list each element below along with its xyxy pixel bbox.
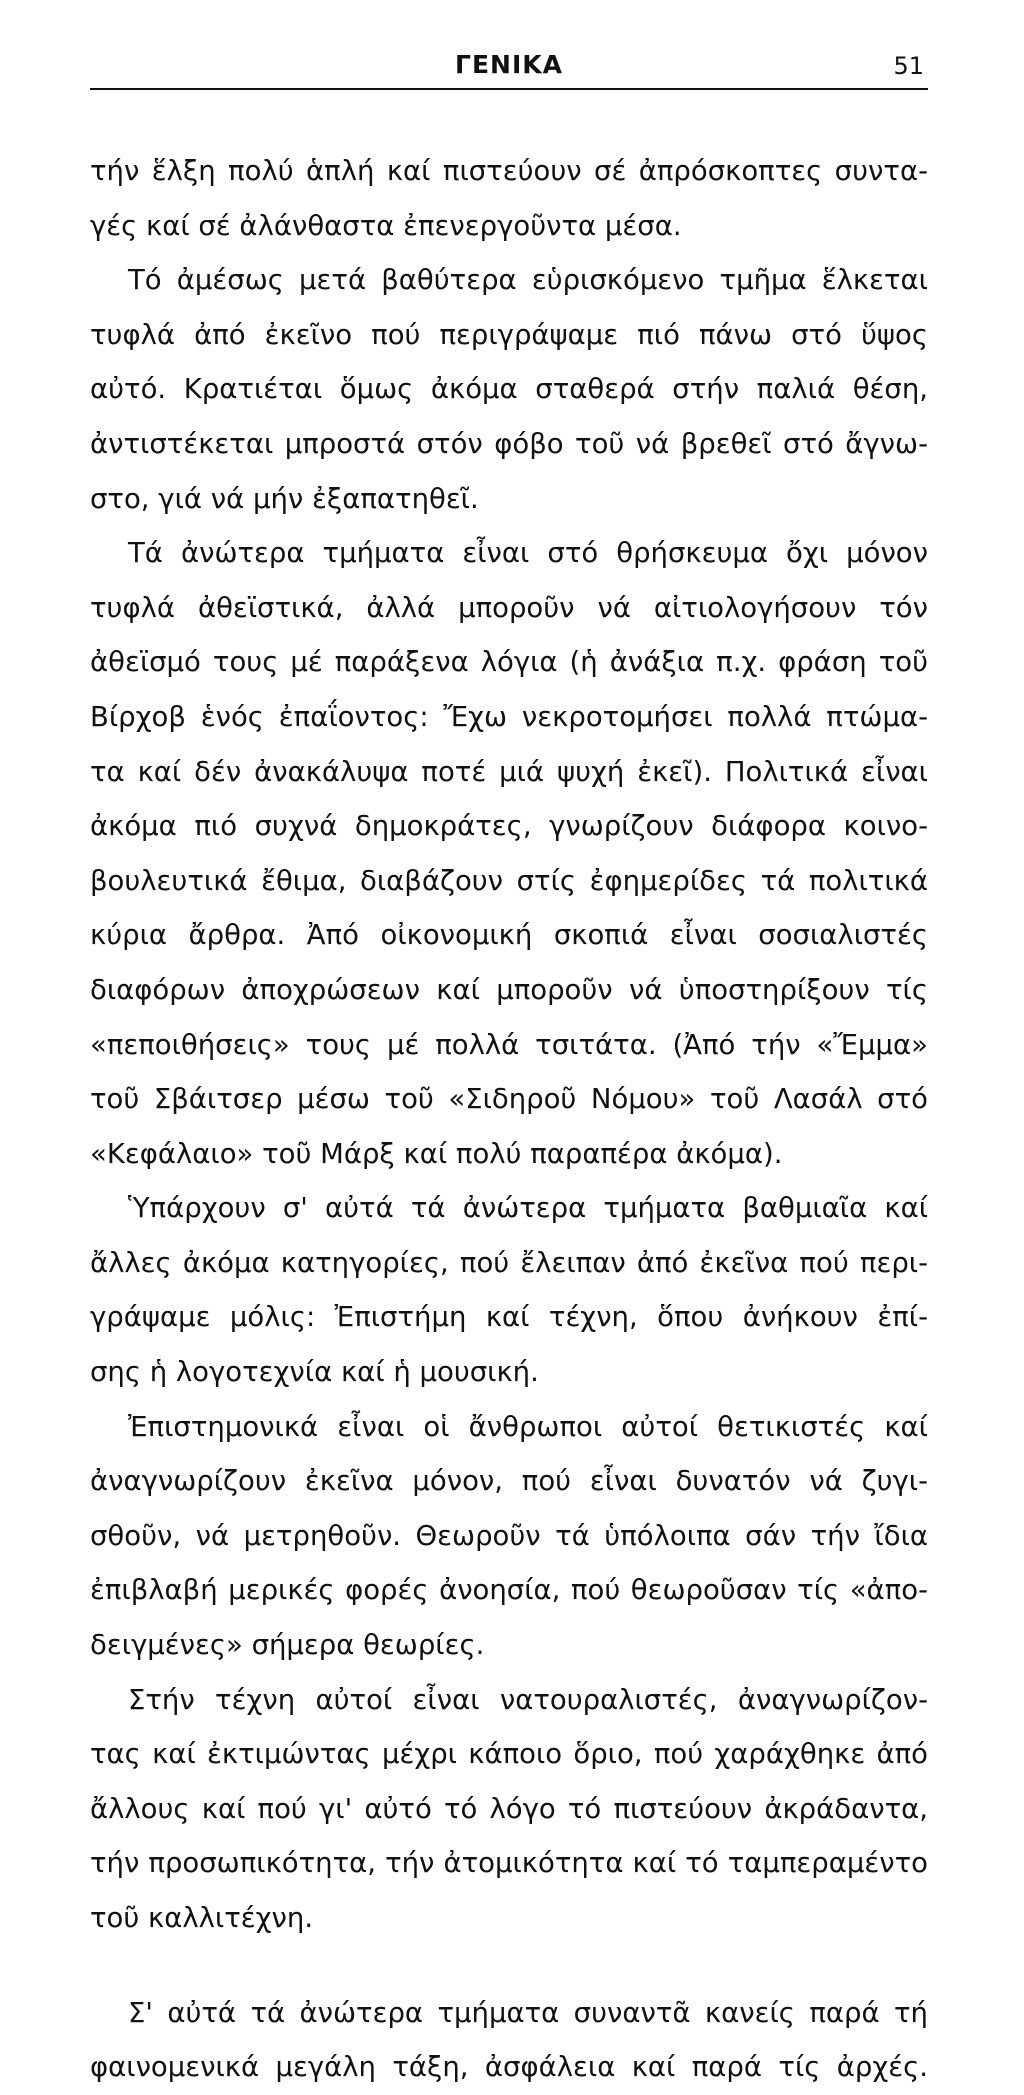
text-line: τυφλά ἀπό ἐκεῖνο πού περιγράψαμε πιό πάνω στό ὕψος (90, 318, 928, 351)
text-line: ἄλλους καί πού γι' αὐτό τό λόγο τό πιστεύουν ἀκράδαντα, (90, 1792, 928, 1825)
text-line: τήν ἕλξη πολύ ἁπλή καί πιστεύουν σέ ἀπρόσκοπτες συντα- (90, 155, 928, 187)
paragraph-gap (90, 1946, 928, 1986)
text-line: τήν προσωπικότητα, τήν ἀτομικότητα καί τό ταμπεραμέντο (90, 1847, 928, 1880)
text-line: τοῦ καλλιτέχνη. (90, 1902, 314, 1934)
text-line: γράψαμε μόλις: Ἐπιστήμη καί τέχνη, ὅπου ἀνήκουν ἐπί- (90, 1301, 928, 1334)
text-line: Σ' αὐτά τά ἀνώτερα τμήματα συναντᾶ κανείς παρά τή (128, 1996, 928, 2029)
text-line: βουλευτικά ἔθιμα, διαβάζουν στίς ἐφημερίδες τά πολιτικά (90, 864, 928, 897)
body-text (90, 144, 928, 2095)
text-line: φαινομενικά μεγάλη τάξη, ἀσφάλεια καί παρά τίς ἀρχές. (90, 2051, 928, 2084)
page-number: 51 (893, 52, 924, 80)
text-line: δειγμένες» σήμερα θεωρίες. (90, 1629, 485, 1662)
text-line: διαφόρων ἀποχρώσεων καί μποροῦν νά ὑποστηρίξουν τίς (90, 973, 928, 1006)
text-line: σθοῦν, νά μετρηθοῦν. Θεωροῦν τά ὑπόλοιπα σάν τήν ἴδια (90, 1519, 928, 1552)
text-line: «πεποιθήσεις» τους μέ πολλά τσιτάτα. (Ἀπό τήν «Ἔμμα» (90, 1028, 928, 1061)
text-line: τοῦ Σβάιτσερ μέσω τοῦ «Σιδηροῦ Νόμου» τοῦ Λασάλ στό (90, 1083, 928, 1116)
text-line: Ἐπιστημονικά εἶναι οἱ ἄνθρωποι αὐτοί θετικιστές καί (128, 1410, 928, 1443)
text-line: Τά ἀνώτερα τμήματα εἶναι στό θρήσκευμα ὄχι μόνον (128, 537, 928, 570)
text-line: Στήν τέχνη αὐτοί εἶναι νατουραλιστές, ἀναγνωρίζον- (128, 1683, 928, 1716)
text-line: Ὑπάρχουν σ' αὐτά τά ἀνώτερα τμήματα βαθμιαῖα καί (128, 1192, 928, 1225)
text-line: στο, γιά νά μήν ἐξαπατηθεῖ. (90, 482, 479, 515)
text-line: ἀκόμα πιό συχνά δημοκράτες, γνωρίζουν διάφορα κοινο- (90, 810, 928, 843)
text-line: σης ἡ λογοτεχνία καί ἡ μουσική. (90, 1356, 539, 1389)
text-line: ἀντιστέκεται μπροστά στόν φόβο τοῦ νά βρεθεῖ στό ἄγνω- (90, 427, 928, 460)
text-line: ἐπιβλαβή μερικές φορές ἀνοησία, πού θεωροῦσαν τίς «ἀπο- (90, 1574, 928, 1607)
text-line: τυφλά ἀθεϊστικά, ἀλλά μποροῦν νά αἰτιολογήσουν τόν (90, 591, 928, 624)
text-line: κύρια ἄρθρα. Ἀπό οἰκονομική σκοπιά εἶναι σοσιαλιστές (90, 919, 928, 952)
page-header (90, 48, 928, 90)
text-line: Βίρχοβ ἑνός ἐπαΐοντος: Ἔχω νεκροτομήσει πολλά πτώμα- (90, 700, 928, 733)
text-line: τας καί ἐκτιμώντας μέχρι κάποιο ὅριο, πού χαράχθηκε ἀπό (90, 1738, 928, 1771)
running-head: ΓΕΝΙΚΑ (455, 50, 563, 79)
text-line: αὐτό. Κρατιέται ὅμως ἀκόμα σταθερά στήν παλιά θέση, (90, 373, 928, 406)
text-line: ἀναγνωρίζουν ἐκεῖνα μόνον, πού εἶναι δυνατόν νά ζυγι- (90, 1465, 928, 1498)
text-line: ἀθεϊσμό τους μέ παράξενα λόγια (ἡ ἀνάξια π.χ. φράση τοῦ (90, 646, 928, 679)
text-line: Τό ἀμέσως μετά βαθύτερα εὑρισκόμενο τμῆμα ἕλκεται (128, 264, 928, 297)
text-line: γές καί σέ ἀλάνθαστα ἐπενεργοῦντα μέσα. (90, 209, 682, 242)
text-line: «Κεφάλαιο» τοῦ Μάρξ καί πολύ παραπέρα ἀκόμα). (90, 1137, 783, 1170)
text-line: τα καί δέν ἀνακάλυψα ποτέ μιά ψυχή ἐκεῖ). Πολιτικά εἶναι (90, 755, 928, 788)
text-line: ἄλλες ἀκόμα κατηγορίες, πού ἔλειπαν ἀπό ἐκεῖνα πού περι- (90, 1246, 928, 1279)
